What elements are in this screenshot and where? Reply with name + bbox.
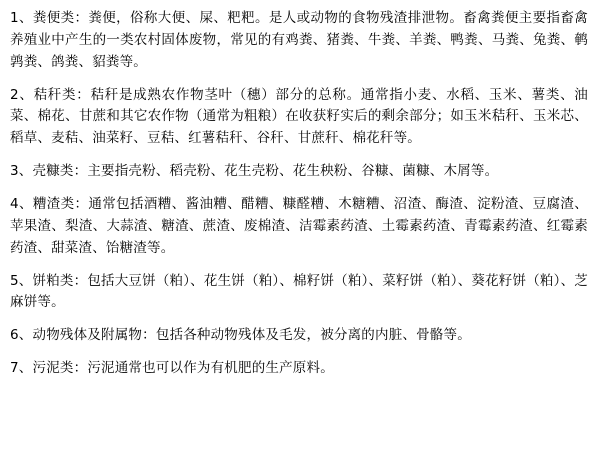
list-item xyxy=(10,271,588,315)
list-item-text: 通常包括酒糟、酱油糟、醋糟、糠醛糟、木糖糟、沼渣、酶渣、淀粉渣、豆腐渣、苹果渣、梨渣、大蒜渣、糖渣、蔗渣、废棉渣、洁霉素药渣、土霉素药渣、青霉素药渣、红霉素药渣、甜菜渣、饴糖渣等。 xyxy=(10,196,588,256)
list-item-text: 污泥通常也可以作为有机肥的生产原料。 xyxy=(87,360,334,377)
list-item-text: 包括各种动物残体及毛发，被分离的内脏、骨骼等。 xyxy=(155,327,471,344)
list-item-number: 5、 xyxy=(10,272,33,289)
list-item-term: 粪便类： xyxy=(32,10,89,26)
list-item-text: 主要指壳粉、稻壳粉、花生壳粉、花生秧粉、谷糠、菌糠、木屑等。 xyxy=(87,163,499,180)
list-item-term: 饼粕类： xyxy=(32,272,88,289)
list-item-number: 1、 xyxy=(10,10,33,26)
list-item-number: 6、 xyxy=(10,327,33,344)
list-item-number: 3、 xyxy=(10,163,33,180)
list-item xyxy=(10,194,588,260)
list-item-number: 4、 xyxy=(10,196,33,213)
list-item-term: 动物残体及附属物： xyxy=(32,327,156,344)
list-item-term: 壳糠类： xyxy=(32,163,88,180)
list-item-number: 7、 xyxy=(10,360,33,377)
list-item-number: 2、 xyxy=(10,86,34,103)
list-item-term: 秸秆类： xyxy=(33,86,91,103)
list-item xyxy=(10,161,588,183)
list-item xyxy=(10,85,588,151)
list-item xyxy=(10,8,588,74)
list-item-text: 粪便，俗称大便、屎、粑粑。是人或动物的食物残渣排泄物。畜禽粪便主要指畜禽养殖业中产生的一类农村固体废物，常见的有鸡粪、猪粪、牛粪、羊粪、鸭粪、马粪、兔粪、鹌鹑粪、鸽粪、貂粪等。 xyxy=(10,10,588,70)
list-item xyxy=(10,358,588,380)
list-item-term: 糟渣类： xyxy=(32,196,89,213)
list-item-text: 秸秆是成熟农作物茎叶（穗）部分的总称。通常指小麦、水稻、玉米、薯类、油菜、棉花、甘蔗和其它农作物（通常为粗粮）在收获籽实后的剩余部分；如玉米秸秆、玉米芯、稻草、麦秸、油菜籽、豆秸、红薯秸秆、谷秆、甘蔗秆、棉花秆等。 xyxy=(10,86,588,147)
list-item-text: 包括大豆饼（粕）、花生饼（粕）、棉籽饼（粕）、菜籽饼（粕）、葵花籽饼（粕）、芝麻饼等。 xyxy=(10,272,588,311)
list-item xyxy=(10,325,588,347)
list-item-term: 污泥类： xyxy=(32,360,88,377)
